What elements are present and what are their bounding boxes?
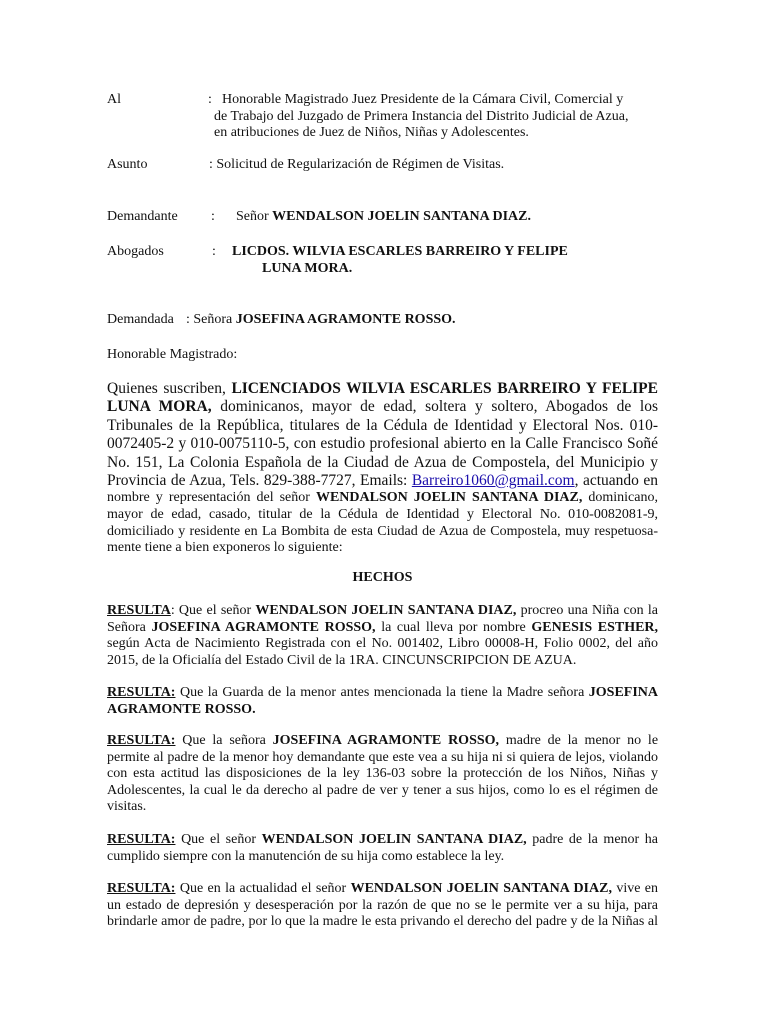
resulta-4: RESULTA: Que el señor WENDALSON JOELIN SANTANA DIAZ, padre de la menor ha cumplido siempre con la manutención de su hija como establece la ley. [107, 832, 658, 864]
resulta-label: RESULTA [107, 603, 171, 618]
intro-line: No. 151, La Colonia Española de la Ciudad de Azua de Compostela, del Municipio y [107, 453, 658, 471]
intro-line: nombre y representación del señor WENDALSON JOELIN SANTANA DIAZ, dominicano, [107, 490, 658, 506]
demandada-prefix: : Señora [186, 312, 233, 327]
resulta-3: RESULTA: Que la señora JOSEFINA AGRAMONTE ROSSO, madre de la menor no le permite al padre de la menor hoy demandante que este vea a su hija ni si quiera de lejos, violando con esta actitud las disposiciones de la ley 136-03 sobre la protección de los Niños, Niñas y Adolescentes, la cual le da derecho al padre de ver y tener a sus hijos, como lo es el régimen de visitas. [107, 733, 659, 815]
intro-paragraph [107, 380, 658, 557]
intro-line: domiciliado y residente en La Bombita de esta Ciudad de Azua de Compostela, muy respetuosa- [107, 523, 658, 539]
resulta-label: RESULTA: [107, 685, 176, 700]
al-colon: : [208, 92, 212, 107]
resulta-label: RESULTA: [107, 733, 176, 748]
addressee-line-2: de Trabajo del Juzgado de Primera Instancia del Distrito Judicial de Azua, [214, 108, 629, 124]
demandante-prefix: Señor [236, 209, 269, 224]
intro-line: Quienes suscriben, LICENCIADOS WILVIA ESCARLES BARREIRO Y FELIPE [107, 380, 658, 397]
abogados-colon: : [212, 244, 216, 259]
intro-line: mente tiene a bien exponeros lo siguiente: [107, 540, 343, 556]
abogados-line-1: LICDOS. WILVIA ESCARLES BARREIRO Y FELIPE [232, 244, 568, 259]
demandante-colon: : [211, 209, 215, 224]
abogados-line-2: LUNA MORA. [262, 260, 353, 276]
intro-line: LUNA MORA, dominicanos, mayor de edad, soltera y soltero, Abogados de los [107, 398, 658, 416]
resulta-2: RESULTA: Que la Guarda de la menor antes mencionada la tiene la Madre señora JOSEFINA AGRAMONTE ROSSO. [107, 685, 659, 717]
abogados-label: Abogados [107, 244, 164, 259]
salutation: Honorable Magistrado: [107, 347, 238, 362]
al-label: Al [107, 92, 121, 107]
intro-line: mayor de edad, casado, titular de la Cédula de Identidad y Electoral No. 010-0082081-9, [107, 507, 658, 523]
intro-line: Tribunales de la República, titulares de la Cédula de Identidad y Electoral Nos. 010- [107, 416, 658, 434]
addressee-line-1: Honorable Magistrado Juez Presidente de la Cámara Civil, Comercial y [222, 92, 624, 107]
intro-line: 0072405-2 y 010-0075110-5, con estudio profesional abierto en la Calle Francisco Soñé [107, 435, 658, 453]
section-title-hechos: HECHOS [352, 570, 413, 585]
demandada-value [186, 312, 456, 329]
demandante-name: WENDALSON JOELIN SANTANA DIAZ. [272, 209, 531, 224]
demandante-label: Demandante [107, 209, 178, 224]
resulta-label: RESULTA: [107, 832, 176, 847]
addressee-line-3: en atribuciones de Juez de Niños, Niñas y Adolescentes. [214, 125, 529, 140]
asunto-value: : Solicitud de Regularización de Régimen de Visitas. [209, 157, 505, 172]
resulta-1: RESULTA: Que el señor WENDALSON JOELIN SANTANA DIAZ, procreo una Niña con la Señora JOSEFINA AGRAMONTE ROSSO, la cual lleva por nombre GENESIS ESTHER, según Acta de Nacimiento Registrada con el No. 001402, Libro 00008-H, Folio 0002, del año 2015, de la Oficialía del Estado Civil de la 1RA. CINCUNSCRIPCION DE AZUA. [107, 603, 659, 668]
addressee-block [222, 92, 623, 109]
demandada-label: Demandada [107, 312, 174, 327]
intro-line: Provincia de Azua, Tels. 829-388-7727, Emails: Barreiro1060@gmail.com, actuando en [107, 472, 658, 490]
asunto-label: Asunto [107, 157, 148, 172]
resulta-label: RESULTA: [107, 881, 176, 896]
demandada-name: JOSEFINA AGRAMONTE ROSSO. [235, 312, 456, 327]
resulta-5: RESULTA: Que en la actualidad el señor WENDALSON JOELIN SANTANA DIAZ, vive en un estado de depresión y desesperación por la razón de que no se le permite ver a su hija, para brindarle amor de padre, por lo que la madre le esta privando el derecho del padre y de la Niñas al [107, 881, 658, 930]
addressee-block-cont [214, 109, 628, 142]
email-link[interactable]: Barreiro1060@gmail.com [411, 472, 575, 490]
demandante-value [236, 209, 531, 226]
